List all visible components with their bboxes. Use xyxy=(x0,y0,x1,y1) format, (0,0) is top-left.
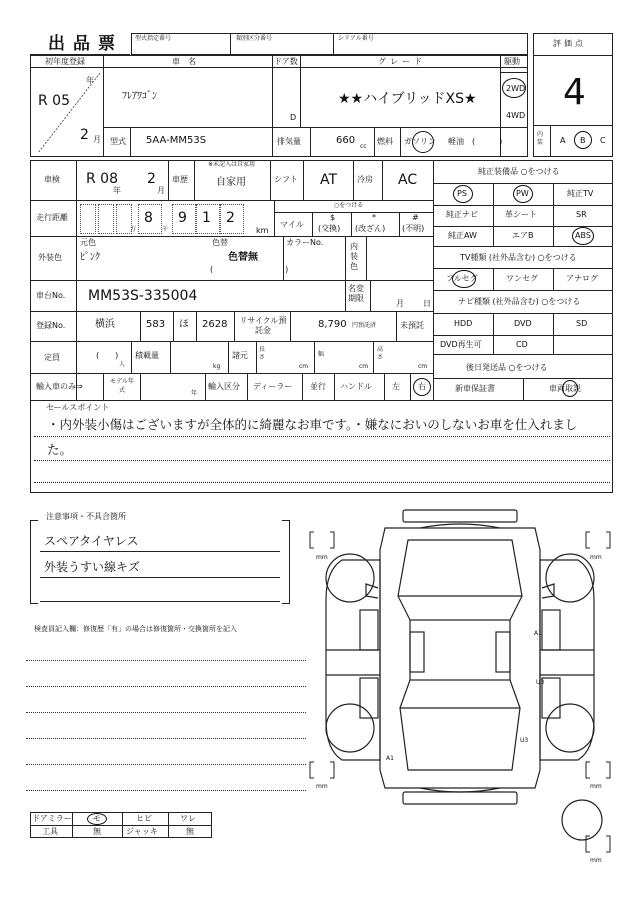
grade-label: グレード xyxy=(378,57,426,66)
model-value: 5AA-MM53S xyxy=(146,135,207,146)
inspection-label: 車検 xyxy=(44,175,60,184)
form-title: 出品票 xyxy=(48,34,123,54)
fuel-label: 燃料 xyxy=(377,137,393,146)
jack-value: 無 xyxy=(186,827,194,836)
first-reg-label: 初年度登録 xyxy=(45,57,85,66)
grade-value: ★★ハイブリッドXS★ xyxy=(338,91,477,107)
color-label: 外装色 xyxy=(38,253,62,262)
height-unit: cm xyxy=(418,363,428,370)
handle-right-circle xyxy=(413,378,431,396)
car-name: ﾌﾚｱﾜｺﾞﾝ xyxy=(122,91,157,102)
post-manual: 車両取説 xyxy=(549,384,581,393)
shift-label: シフト xyxy=(274,175,298,184)
sales-line-1: ・内外装小傷はございますが全体的に綺麗なお車です。・嫌なにおいのしないお車を仕入れまし xyxy=(47,417,578,432)
title-deadline-label: 名変期限 xyxy=(348,284,364,303)
mileage-digit-4: 2 xyxy=(226,210,235,226)
displacement-unit: cc xyxy=(360,143,367,150)
notes-bracket-right xyxy=(282,520,290,604)
tools-label: 工具 xyxy=(42,827,58,836)
equip-ps: PS xyxy=(457,189,467,198)
genuine-title: 純正装備品 ○をつける xyxy=(478,167,560,176)
equip-ps-circle xyxy=(453,185,473,203)
tv-analog: アナログ xyxy=(566,274,598,283)
dims-label: 諸元 xyxy=(232,351,248,360)
car-name-label: 車 名 xyxy=(172,57,196,66)
reg-number: 2628 xyxy=(202,319,228,330)
equip-aw: 純正AW xyxy=(448,231,477,240)
mileage-man: 万 xyxy=(130,226,137,233)
title-month-unit: 月 xyxy=(396,299,404,308)
sales-label: セールスポイント xyxy=(46,403,110,412)
drive-4wd: 4WD xyxy=(506,111,526,120)
interior-b: B xyxy=(580,136,586,145)
mileage-sen: 千 xyxy=(162,226,169,233)
exchange-label: (交換) xyxy=(318,224,341,233)
capacity-label: 定員 xyxy=(44,353,60,362)
equip-tv: 純正TV xyxy=(567,189,594,198)
tamper-symbol: * xyxy=(372,213,376,222)
interior-label: 内装 xyxy=(537,131,544,146)
fuel-diesel: 軽油 xyxy=(448,137,464,146)
orig-color-label: 元色 xyxy=(80,238,96,247)
mm-front-right: mm xyxy=(590,554,602,561)
history-label: 車歴 xyxy=(172,175,188,184)
height-label: 高さ xyxy=(377,346,384,361)
navi-cd: CD xyxy=(516,340,528,349)
equip-abs: ABS xyxy=(575,231,591,240)
damage-mark-u3-right-lower: U3 xyxy=(520,737,529,744)
handle-right: 右 xyxy=(418,382,426,391)
sales-line-2: た。 xyxy=(47,442,73,457)
mileage-label: 走行距離 xyxy=(36,213,68,222)
post-title: 後日発送品 ○をつける xyxy=(466,363,548,372)
first-reg-era: R 05 xyxy=(38,93,70,109)
fuel-gas: ガソリン xyxy=(404,137,436,146)
break-label: ワレ xyxy=(180,814,196,823)
mileage-mile: マイル xyxy=(280,220,304,229)
mm-front-left: mm xyxy=(316,554,328,561)
equip-leather: 革シート xyxy=(505,210,537,219)
navi-hdd: HDD xyxy=(454,319,473,328)
shift-value: AT xyxy=(320,172,338,188)
tv-oneseg: ワンセグ xyxy=(506,274,538,283)
damage-mark-u3-right-upper: U3 xyxy=(536,679,545,686)
chassis-label: 車台No. xyxy=(36,291,66,300)
notes-bracket-left xyxy=(30,520,38,604)
unknown-symbol: # xyxy=(412,213,419,222)
capacity-people-unit: 人 xyxy=(119,361,126,368)
jack-label: ジャッキ xyxy=(126,827,158,836)
model-year-unit: 年 xyxy=(191,390,198,397)
recycle-label: リサイクル預託金 xyxy=(239,316,287,335)
fuel-gas-circle xyxy=(412,131,434,153)
import-dealer: ディーラー xyxy=(253,382,293,391)
inspection-era: R 08 xyxy=(86,171,118,187)
first-reg-month-unit: 月 xyxy=(93,135,101,144)
recycle-amount: 8,790 xyxy=(318,319,347,330)
length-unit: cm xyxy=(299,363,309,370)
mileage-check-label: ○をつける xyxy=(334,202,364,209)
interior-c: C xyxy=(600,136,606,145)
damage-mark-a1-left: A1 xyxy=(386,755,394,762)
tools-value: 無 xyxy=(93,827,101,836)
interior-b-circle xyxy=(574,131,592,149)
drive-2wd-circle xyxy=(502,78,526,98)
mirror-label: ドアミラー xyxy=(32,814,72,823)
repaint-value: 色替無 xyxy=(228,252,258,263)
color-no-label: カラーNo. xyxy=(286,238,324,247)
inspector-label: 検査員記入欄：修復歴「有」の場合は修復箇所・交換箇所を記入 xyxy=(34,625,237,633)
handle-left: 左 xyxy=(392,382,400,391)
fuel-paren: ( ) xyxy=(472,137,503,146)
registration-label: 登録No. xyxy=(36,321,66,330)
doors-label: ドア数 xyxy=(274,57,298,66)
mm-spare: mm xyxy=(590,857,602,864)
mileage-km: km xyxy=(256,226,269,235)
repaint-paren: ( ) xyxy=(210,265,289,274)
import-category-label: 輸入区分 xyxy=(208,382,240,391)
tv-fullseg-circle xyxy=(452,270,476,288)
title-day-unit: 日 xyxy=(423,299,431,308)
equip-navi: 純正ナビ xyxy=(446,210,478,219)
mirror-circle xyxy=(87,813,107,825)
first-reg-month: 2 xyxy=(80,127,89,143)
history-note: ※未記入は自家用 xyxy=(208,161,256,168)
load-label: 積載量 xyxy=(135,351,159,360)
import-label: 輸入車のみ⇒ xyxy=(36,382,83,391)
capacity-people: ( ) xyxy=(96,351,119,360)
model-year-label: モデル年式 xyxy=(110,378,134,394)
width-unit: cm xyxy=(359,363,369,370)
type-cert-label: 型式指定番号 xyxy=(135,35,172,42)
serial-label: シリアル番号 xyxy=(338,35,374,42)
car-diagram xyxy=(300,500,630,900)
load-unit: kg xyxy=(213,363,221,370)
score-value: 4 xyxy=(563,72,586,113)
equip-airbag: エアB xyxy=(512,231,534,240)
navi-sd: SD xyxy=(576,319,588,328)
width-label: 幅 xyxy=(318,351,325,358)
inspection-month-unit: 月 xyxy=(157,186,165,195)
class-label: 類別区分番号 xyxy=(236,35,273,42)
navi-dvd: DVD xyxy=(514,319,532,328)
note-item-1: スペアタイヤレス xyxy=(44,534,139,548)
score-label: 評価点 xyxy=(553,39,586,48)
tv-title: TV種類 (社外品含む) ○をつける xyxy=(460,253,577,262)
navi-title: ナビ種類 (社外品含む) ○をつける xyxy=(458,297,581,306)
post-warranty: 新車保証書 xyxy=(455,384,495,393)
history-value: 自家用 xyxy=(216,177,246,188)
inspection-month: 2 xyxy=(147,171,156,187)
displacement-value: 660 xyxy=(336,135,356,146)
crack-label: ヒビ xyxy=(136,814,152,823)
cert-number-box xyxy=(131,33,528,55)
length-label: 長さ xyxy=(259,346,266,361)
displacement-label: 排気量 xyxy=(277,137,301,146)
orig-color-value: ﾋﾟﾝｸ xyxy=(80,252,100,263)
ac-label: 冷房 xyxy=(357,175,373,184)
drive-label: 駆動 xyxy=(504,57,520,66)
recycle-suffix: 円預託済 xyxy=(352,322,377,329)
ac-value: AC xyxy=(398,172,418,188)
interior-a: A xyxy=(560,136,566,145)
reg-class: 583 xyxy=(146,319,166,330)
mm-rear-left: mm xyxy=(316,783,328,790)
mileage-digit-2: 9 xyxy=(178,210,187,226)
reg-area: 横浜 xyxy=(95,319,115,330)
inspection-year-unit: 年 xyxy=(113,186,121,195)
door-code: D xyxy=(290,113,297,122)
import-parallel: 並行 xyxy=(310,382,326,391)
mirror-value: モ xyxy=(93,814,101,823)
repaint-label: 色替 xyxy=(212,238,228,247)
recycle-unpaid: 未預託 xyxy=(400,321,424,330)
exchange-symbol: $ xyxy=(330,213,336,222)
mileage-digit-3: 1 xyxy=(202,210,211,226)
tamper-label: (改ざん) xyxy=(355,224,386,233)
chassis-value: MM53S-335004 xyxy=(88,288,198,304)
drive-2wd: 2WD xyxy=(506,84,526,93)
model-label: 型式 xyxy=(110,137,126,146)
equip-pw-circle xyxy=(513,185,533,203)
navi-dvd-play: DVD再生可 xyxy=(440,340,482,349)
notes-label: 注意事項・不具合箇所 xyxy=(46,512,126,521)
equip-sr: SR xyxy=(576,210,587,219)
unknown-label: (不明) xyxy=(402,224,425,233)
post-manual-circle xyxy=(562,380,578,397)
tv-fullseg: フルセグ xyxy=(446,274,478,283)
handle-label: ハンドル xyxy=(340,382,372,391)
reg-kana: ほ xyxy=(179,319,189,330)
mileage-digit1: 8 xyxy=(144,210,153,226)
damage-mark-a1-right: A1 xyxy=(534,630,542,637)
interior-color-label: 内装色 xyxy=(350,242,358,271)
note-item-2: 外装うすい線キズ xyxy=(44,560,140,574)
equip-pw: PW xyxy=(516,189,529,198)
mm-rear-right: mm xyxy=(590,783,602,790)
equip-abs-circle xyxy=(572,227,594,245)
first-reg-year-unit: 年 xyxy=(86,76,94,85)
